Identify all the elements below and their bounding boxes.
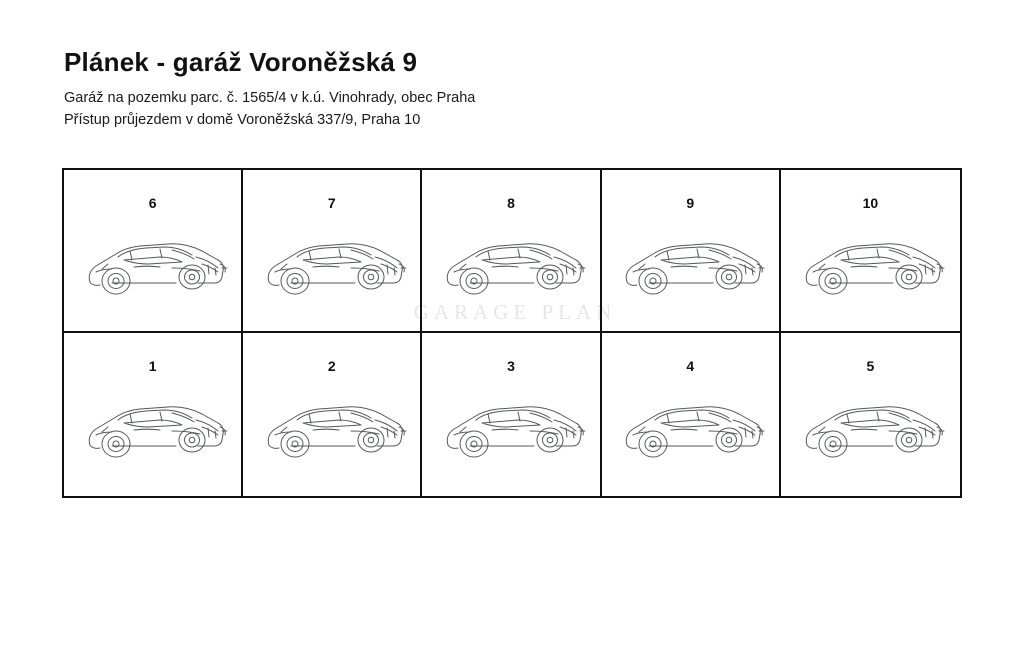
car-icon <box>72 224 234 308</box>
space-label: 9 <box>686 195 695 211</box>
parking-space-1[interactable] <box>64 333 243 496</box>
space-label: 5 <box>866 358 875 374</box>
car-icon <box>609 387 771 471</box>
garage-plan-grid <box>62 168 962 498</box>
parking-space-9[interactable] <box>602 170 781 331</box>
car-icon <box>430 224 592 308</box>
car-icon <box>609 224 771 308</box>
space-label: 4 <box>686 358 695 374</box>
parking-space-8[interactable] <box>422 170 601 331</box>
car-icon <box>789 224 951 308</box>
parking-space-7[interactable] <box>243 170 422 331</box>
space-label: 8 <box>507 195 515 211</box>
space-label: 3 <box>507 358 515 374</box>
car-icon <box>789 387 951 471</box>
parking-space-4[interactable] <box>602 333 781 496</box>
parking-space-5[interactable] <box>781 333 960 496</box>
space-label: 10 <box>862 195 879 211</box>
car-icon <box>72 387 234 471</box>
subtitle-line-2: Přístup průjezdem v domě Voroněžská 337/9, Praha 10 <box>64 112 421 129</box>
parking-space-3[interactable] <box>422 333 601 496</box>
car-icon <box>251 387 413 471</box>
space-label: 7 <box>327 195 336 211</box>
space-label: 2 <box>327 358 336 374</box>
page-title: Plánek - garáž Voroněžská 9 <box>64 47 418 77</box>
parking-space-2[interactable] <box>243 333 422 496</box>
space-label: 1 <box>148 358 157 374</box>
plan-row-top <box>64 170 960 333</box>
parking-space-10[interactable] <box>781 170 960 331</box>
plan-row-bottom <box>64 333 960 496</box>
space-label: 6 <box>148 195 157 211</box>
car-icon <box>251 224 413 308</box>
watermark-text: GARAGE PLAN <box>413 300 617 324</box>
document-header <box>64 48 924 132</box>
car-icon <box>430 387 592 471</box>
subtitle-line-1: Garáž na pozemku parc. č. 1565/4 v k.ú. Vinohrady, obec Praha <box>64 89 476 106</box>
parking-space-6[interactable] <box>64 170 243 331</box>
